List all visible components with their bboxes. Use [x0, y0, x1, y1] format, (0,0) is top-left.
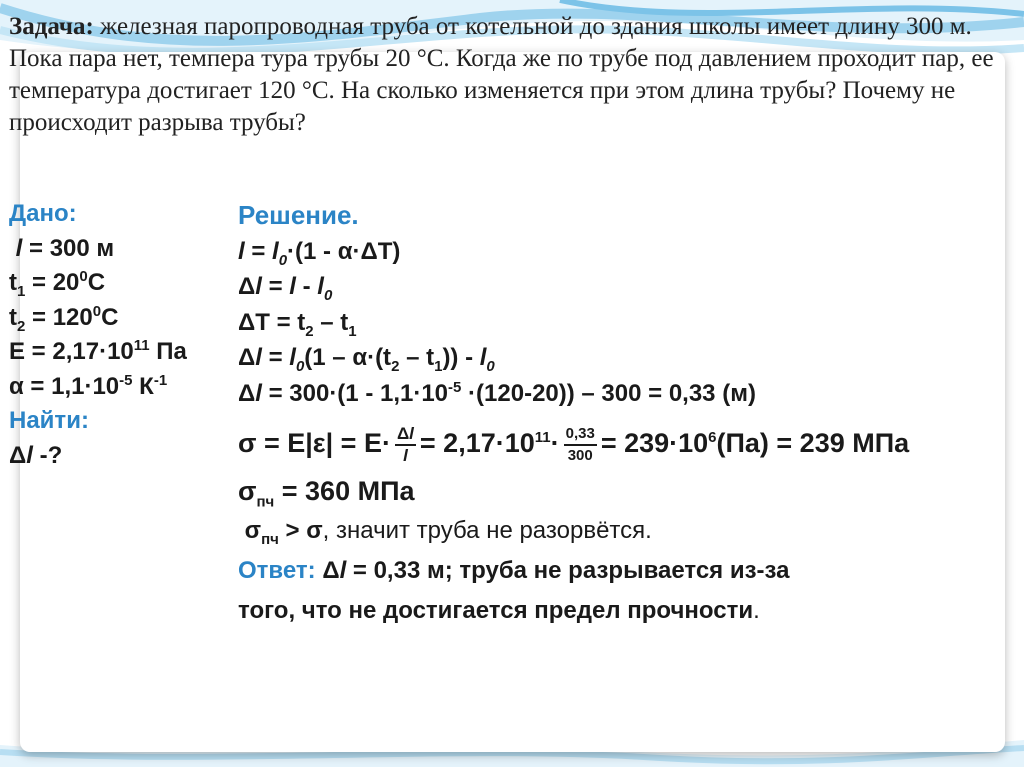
- given-title: Дано:: [9, 200, 77, 227]
- answer-line-1: Ответ: Δl = 0,33 м; труба не разрывается из-за: [238, 557, 790, 584]
- given-alpha: $\alpha = 1,1\cdot 10^{-5}$ $К^{-1}$: [9, 371, 168, 400]
- formula-delta-l-expanded: $\Delta l = l_0(1 - \alpha\cdot(t_2 - t_1)) - l_0$: [238, 344, 495, 375]
- formula-delta-l: $\Delta l = l - l_0$: [238, 273, 333, 304]
- given-t1: $t_1 = 20^0С$: [9, 268, 106, 300]
- ultimate-strength: $\sigma_{пч} = 360$ МПа: [238, 476, 415, 511]
- given-block: [9, 197, 224, 473]
- given-length: l = 300 м: [15, 234, 115, 262]
- formula-length: $l = l_0\cdot(1 - \alpha\cdot\Delta T)$: [238, 237, 401, 269]
- solution-title: Решение.: [238, 200, 359, 230]
- problem-statement: [9, 11, 1015, 139]
- formula-delta-l-numeric: $\Delta l = 300\cdot(1 - 1,1\cdot 10^{-5} \cdot(120-20)) - 300 = 0,33$ (м): [238, 378, 756, 407]
- given-young-modulus: $Е = 2,17\cdot 10^{11}$ Па: [9, 337, 187, 365]
- given-t2: $t_2 = 120^0С$: [9, 302, 119, 335]
- fraction-033-over-300: $\frac{0,33}{300}$: [565, 424, 595, 464]
- formula-delta-t: $\Delta T = t_2 - t_1$: [238, 308, 357, 340]
- problem-label: Задача:: [9, 13, 94, 40]
- answer-line-2: того, что не достигается предел прочности.: [238, 597, 760, 624]
- solution-block: [238, 198, 1018, 631]
- formula-stress: σ = Е|ε| = Е· $\frac{\Delta l}{l}$ = $2,17\cdot 10^{11}\cdot$ $\frac{0,33}{300}$ = $239\cdot 10^6(Па) = 239$ МПа: [238, 423, 910, 465]
- find-delta-l: Δl -?: [9, 441, 63, 469]
- fraction-delta-l-over-l: $\frac{\Delta l}{l}$: [396, 423, 414, 465]
- strength-comparison: $\sigma_{пч} > \sigma$, значит труба не разорвётся.: [244, 517, 652, 548]
- find-title: Найти:: [9, 407, 89, 434]
- problem-text: железная паропроводная труба от котельной до здания школы имеет длину 300 м. Пока пара нет, темпера тура трубы 20 °С. Когда же по трубе под давлением проходит пар, ее температура достигает 120 °С. На сколько изменяется при этом длина трубы? Почему не происходит разрыва трубы?: [9, 13, 994, 136]
